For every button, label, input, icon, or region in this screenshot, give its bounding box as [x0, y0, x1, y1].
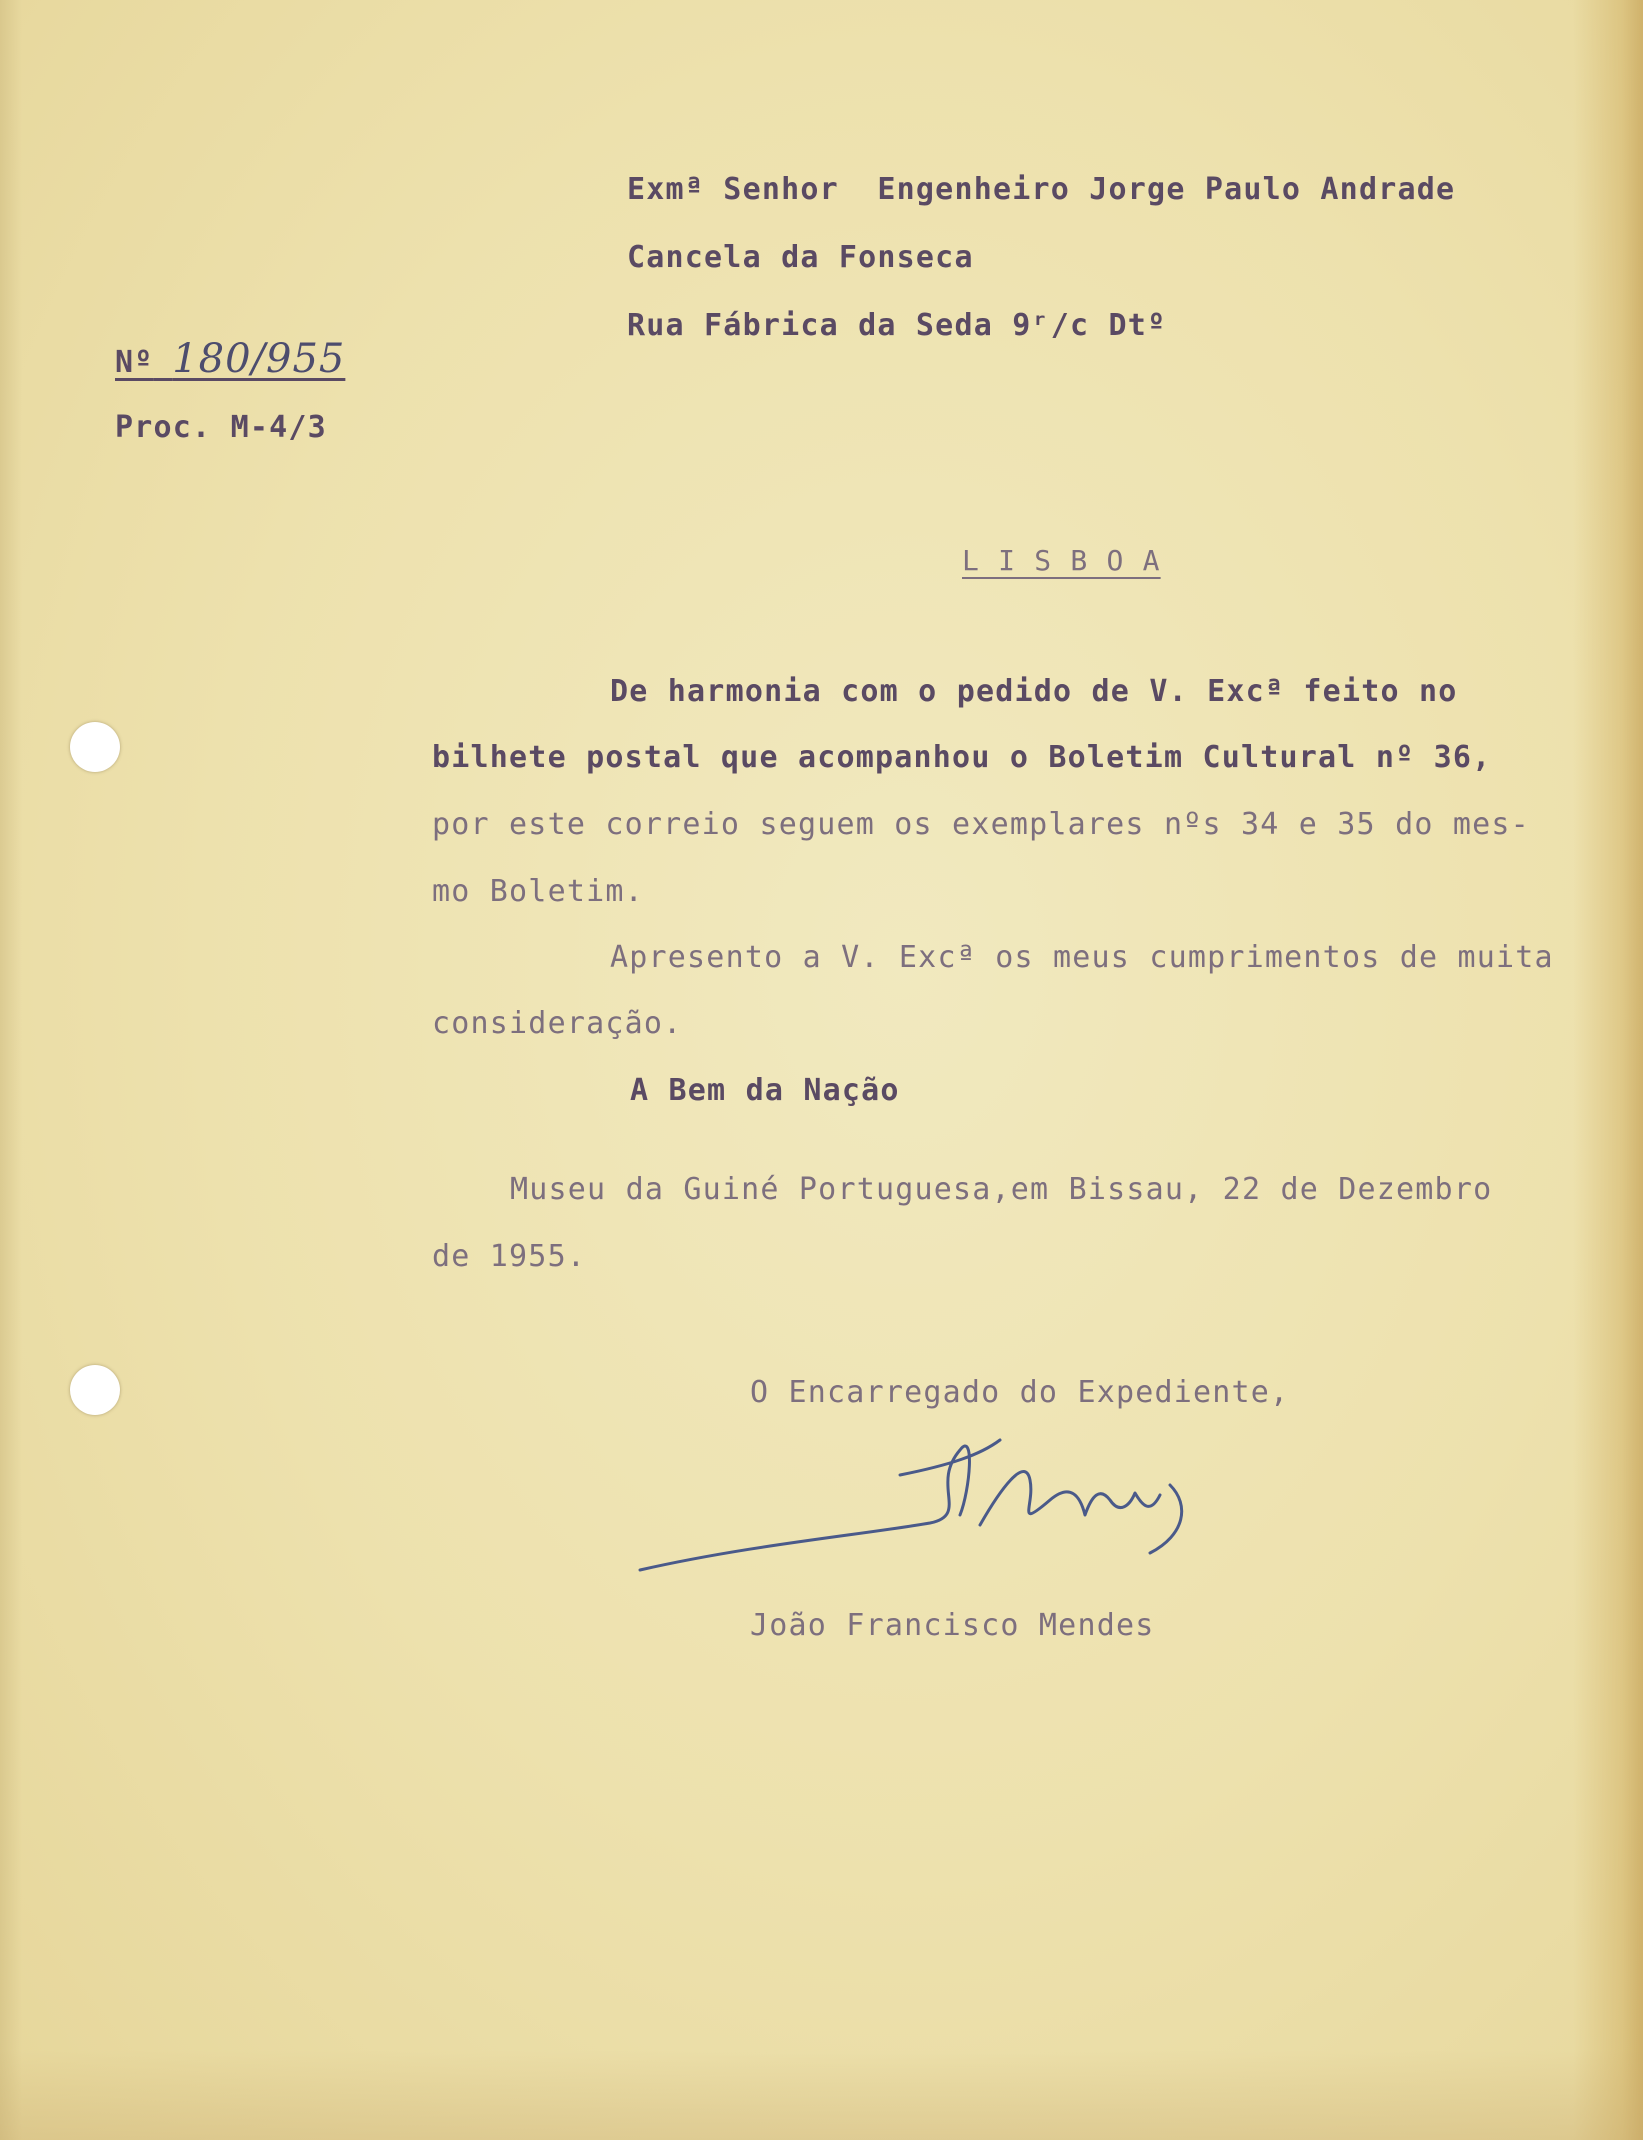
signatory-name: João Francisco Mendes — [750, 1608, 1155, 1643]
punch-hole-bottom — [70, 1365, 120, 1415]
addressee-line-1: Exmª Senhor Engenheiro Jorge Paulo Andrade — [627, 172, 1456, 207]
body-paragraph-1-line-2: bilhete postal que acompanhou o Boletim Cultural nº 36, — [432, 740, 1492, 775]
closing-phrase: A Bem da Nação — [630, 1073, 900, 1108]
reference-number-prefix: Nº — [115, 345, 154, 380]
place-date-line-1: Museu da Guiné Portuguesa,em Bissau, 22 de Dezembro — [510, 1172, 1493, 1207]
body-paragraph-1-line-1: De harmonia com o pedido de V. Excª feito no — [610, 674, 1458, 709]
body-paragraph-1-line-3: por este correio seguem os exemplares nºs 34 e 35 do mes- — [432, 807, 1530, 842]
city-heading: L I S B O A — [962, 544, 1161, 577]
punch-hole-top — [70, 722, 120, 772]
reference-number-handwritten: 180/955 — [172, 336, 346, 382]
paper-bottom-stain — [0, 2050, 1643, 2140]
body-paragraph-2-line-2: consideração. — [432, 1006, 683, 1041]
body-paragraph-2-line-1: Apresento a V. Excª os meus cumprimentos de muita — [610, 940, 1554, 975]
addressee-line-3: Rua Fábrica da Seda 9ʳ/c Dtº — [627, 308, 1167, 343]
handwritten-signature — [630, 1395, 1210, 1595]
reference-number — [115, 336, 345, 382]
process-number: Proc. M-4/3 — [115, 410, 327, 445]
addressee-line-2: Cancela da Fonseca — [627, 240, 974, 275]
paper-right-stain — [1573, 0, 1643, 2140]
signatory-title: O Encarregado do Expediente, — [750, 1375, 1290, 1410]
place-date-line-2: de 1955. — [432, 1239, 587, 1274]
paper-left-edge — [0, 0, 22, 2140]
body-paragraph-1-line-4: mo Boletim. — [432, 874, 644, 909]
